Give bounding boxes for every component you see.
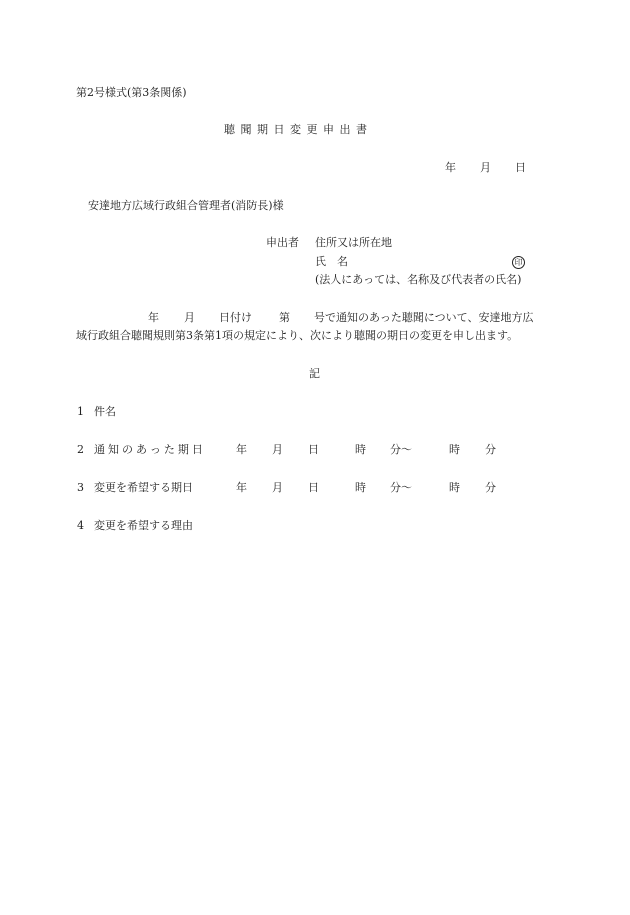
body-text-line1: 号で通知のあった聴聞について、安達地方広 <box>314 311 534 324</box>
item-label: 通知のあった期日 <box>94 443 206 456</box>
item-number: 2 <box>77 443 84 456</box>
date-month: 月 <box>480 161 491 174</box>
item-year: 年 <box>236 481 247 494</box>
body-month: 月 <box>184 311 195 324</box>
body-number: 第 <box>279 311 290 324</box>
item-year: 年 <box>236 443 247 456</box>
item-minute-to: 分 <box>485 443 496 456</box>
name-label: 氏 名 <box>315 255 348 268</box>
item-minute-from: 分〜 <box>390 481 412 494</box>
document-title: 聴 聞 期 日 変 更 申 出 書 <box>224 123 368 136</box>
item-label: 件名 <box>94 405 116 418</box>
address-label: 住所又は所在地 <box>315 236 392 249</box>
addressee: 安達地方広域行政組合管理者(消防長)様 <box>88 199 284 212</box>
item-minute-from: 分〜 <box>390 443 412 456</box>
date-day: 日 <box>515 161 526 174</box>
item-label: 変更を希望する期日 <box>94 481 193 494</box>
item-month: 月 <box>272 443 283 456</box>
item-day: 日 <box>308 481 319 494</box>
item-label: 変更を希望する理由 <box>94 519 193 532</box>
item-day: 日 <box>308 443 319 456</box>
body-year: 年 <box>148 311 159 324</box>
item-minute-to: 分 <box>485 481 496 494</box>
item-number: 1 <box>77 405 84 418</box>
seal-mark: 印 <box>512 256 525 269</box>
ki-heading: 記 <box>309 367 320 380</box>
item-hour-to: 時 <box>449 481 460 494</box>
date-year: 年 <box>445 161 456 174</box>
item-number: 3 <box>77 481 84 494</box>
item-hour-to: 時 <box>449 443 460 456</box>
item-number: 4 <box>77 519 84 532</box>
item-hour: 時 <box>355 443 366 456</box>
item-hour: 時 <box>355 481 366 494</box>
body-dated: 日付け <box>219 311 252 324</box>
applicant-label: 申出者 <box>266 236 299 249</box>
form-label: 第2号様式(第3条関係) <box>76 86 187 99</box>
corporation-note: (法人にあっては、名称及び代表者の氏名) <box>315 273 522 286</box>
body-text-line2: 域行政組合聴聞規則第3条第1項の規定により、次により聴聞の期日の変更を申し出ます。 <box>76 329 519 342</box>
item-month: 月 <box>272 481 283 494</box>
